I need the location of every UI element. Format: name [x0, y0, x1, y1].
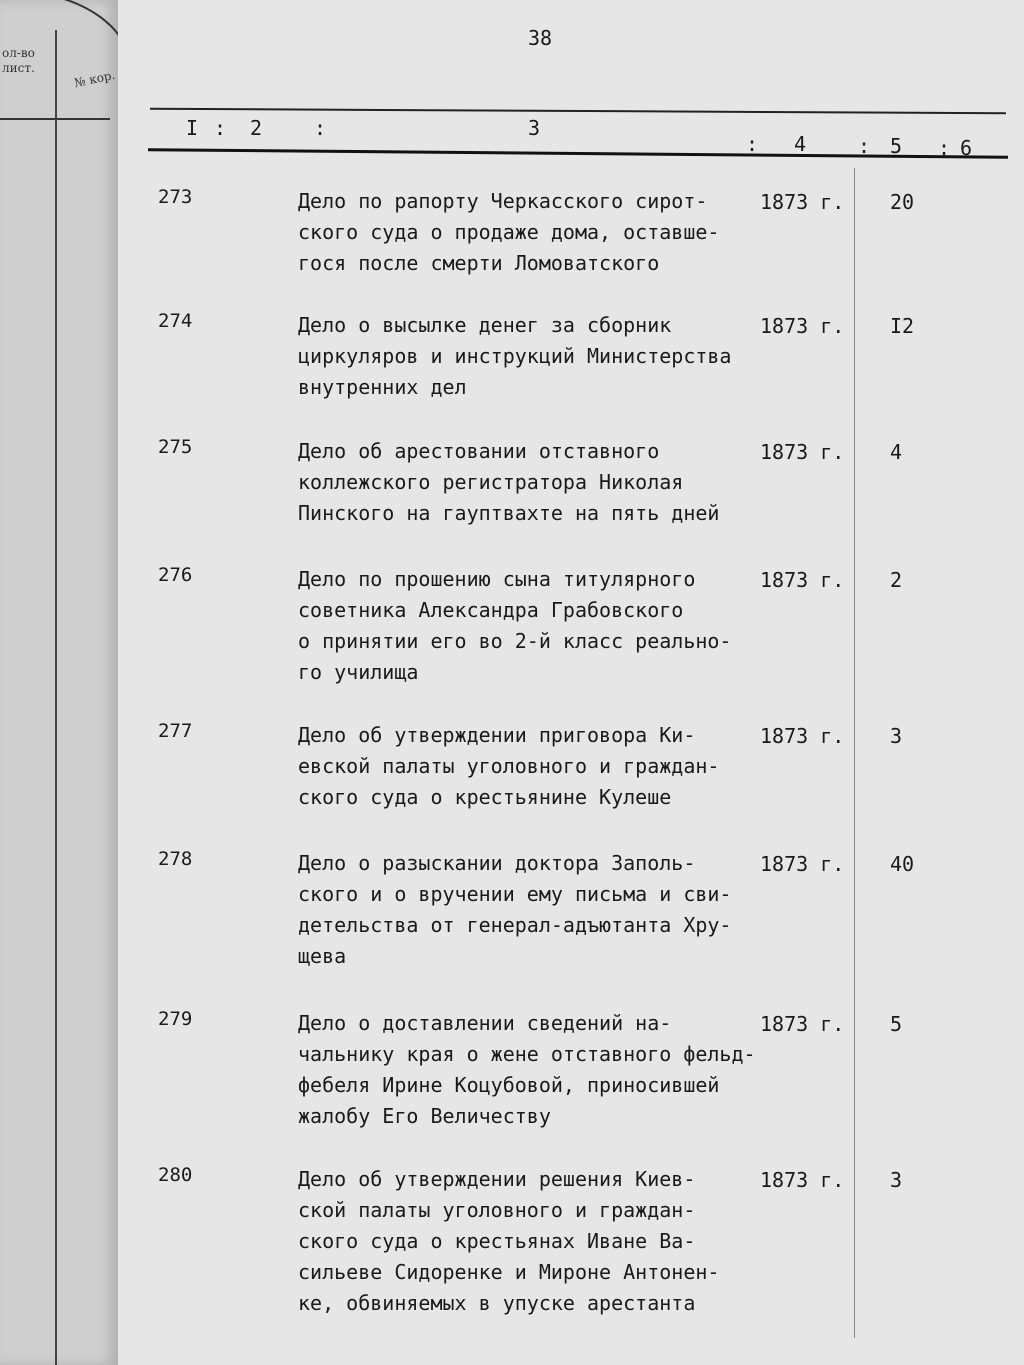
row-description: Дело об утверждении решения Киев- ской палаты уголовного и граждан- ского суда о крестьянах Иване Ва- сильеве Сидоренке и Мироне Антонен- ке, обвиняемых в упуске арестанта: [298, 1167, 720, 1315]
page-number: 38: [528, 26, 553, 50]
row-number: 279: [158, 1008, 193, 1030]
left-facing-page: [0, 0, 119, 1365]
row-description: Дело по рапорту Черкасского сирот- ского суда о продаже дома, оставше- гося после смерти Ломоватского: [298, 189, 720, 275]
row-year: 1873 г.: [760, 852, 845, 876]
left-col-korob-label: № кор.: [72, 67, 117, 91]
column-header-5: 5: [890, 134, 903, 158]
row-description: Дело об утверждении приговора Ки- евской палаты уголовного и граждан- ского суда о крестьянине Кулеше: [298, 723, 720, 809]
column-header-3: 3: [528, 116, 541, 140]
row-year: 1873 г.: [760, 190, 845, 214]
row-number: 274: [158, 310, 193, 332]
row-year: 1873 г.: [760, 314, 845, 338]
row-description: Дело о высылке денег за сборник циркуляров и инструкций Министерства внутренних дел: [298, 313, 732, 399]
row-sheet-count: 3: [890, 724, 903, 748]
left-col-qty-label: ол-во лист.: [2, 46, 35, 75]
row-year: 1873 г.: [760, 1168, 845, 1192]
row-number: 276: [158, 564, 193, 586]
row-sheet-count: 3: [890, 1168, 903, 1192]
column-header-sep: :: [858, 134, 871, 158]
column-header-6: 6: [960, 136, 973, 160]
row-description: Дело по прошению сына титулярного советника Александра Грабовского о принятии его во 2-й класс реально- го училища: [298, 567, 732, 684]
row-number: 278: [158, 848, 193, 870]
column-header-sep: :: [746, 132, 759, 156]
row-sheet-count: 2: [890, 568, 903, 592]
column-divider: [854, 168, 855, 1338]
column-header-2: 2: [250, 116, 263, 140]
row-number: 275: [158, 436, 193, 458]
row-sheet-count: 40: [890, 852, 915, 876]
header-top-rule: [150, 108, 1006, 114]
row-description: Дело о разыскании доктора Заполь- ского и о вручении ему письма и сви- детельства от генерал-адъютанта Хру- щева: [298, 851, 732, 968]
row-description: Дело об арестовании отставного коллежского регистратора Николая Пинского на гауптвахте на пять дней: [298, 439, 720, 525]
row-description: Дело о доставлении сведений на- чальнику края о жене отставного фельд- фебеля Ирине Коцубовой, приносившей жалобу Его Величеству: [298, 1011, 756, 1128]
column-header-sep: :: [314, 116, 327, 140]
column-header-4: 4: [794, 132, 807, 156]
row-number: 277: [158, 720, 193, 742]
row-year: 1873 г.: [760, 568, 845, 592]
column-header-sep: :: [938, 136, 951, 160]
row-number: 280: [158, 1164, 193, 1186]
row-sheet-count: I2: [890, 314, 915, 338]
row-number: 273: [158, 186, 193, 208]
row-year: 1873 г.: [760, 724, 845, 748]
row-year: 1873 г.: [760, 440, 845, 464]
document-page: [118, 0, 1024, 1365]
left-page-column-line: [55, 30, 57, 1365]
row-year: 1873 г.: [760, 1012, 845, 1036]
row-sheet-count: 5: [890, 1012, 903, 1036]
left-page-header: [0, 0, 118, 118]
row-sheet-count: 4: [890, 440, 903, 464]
header-bottom-rule: [148, 148, 1008, 159]
column-header-1: I: [186, 116, 199, 140]
row-sheet-count: 20: [890, 190, 915, 214]
column-header-sep: :: [214, 116, 227, 140]
